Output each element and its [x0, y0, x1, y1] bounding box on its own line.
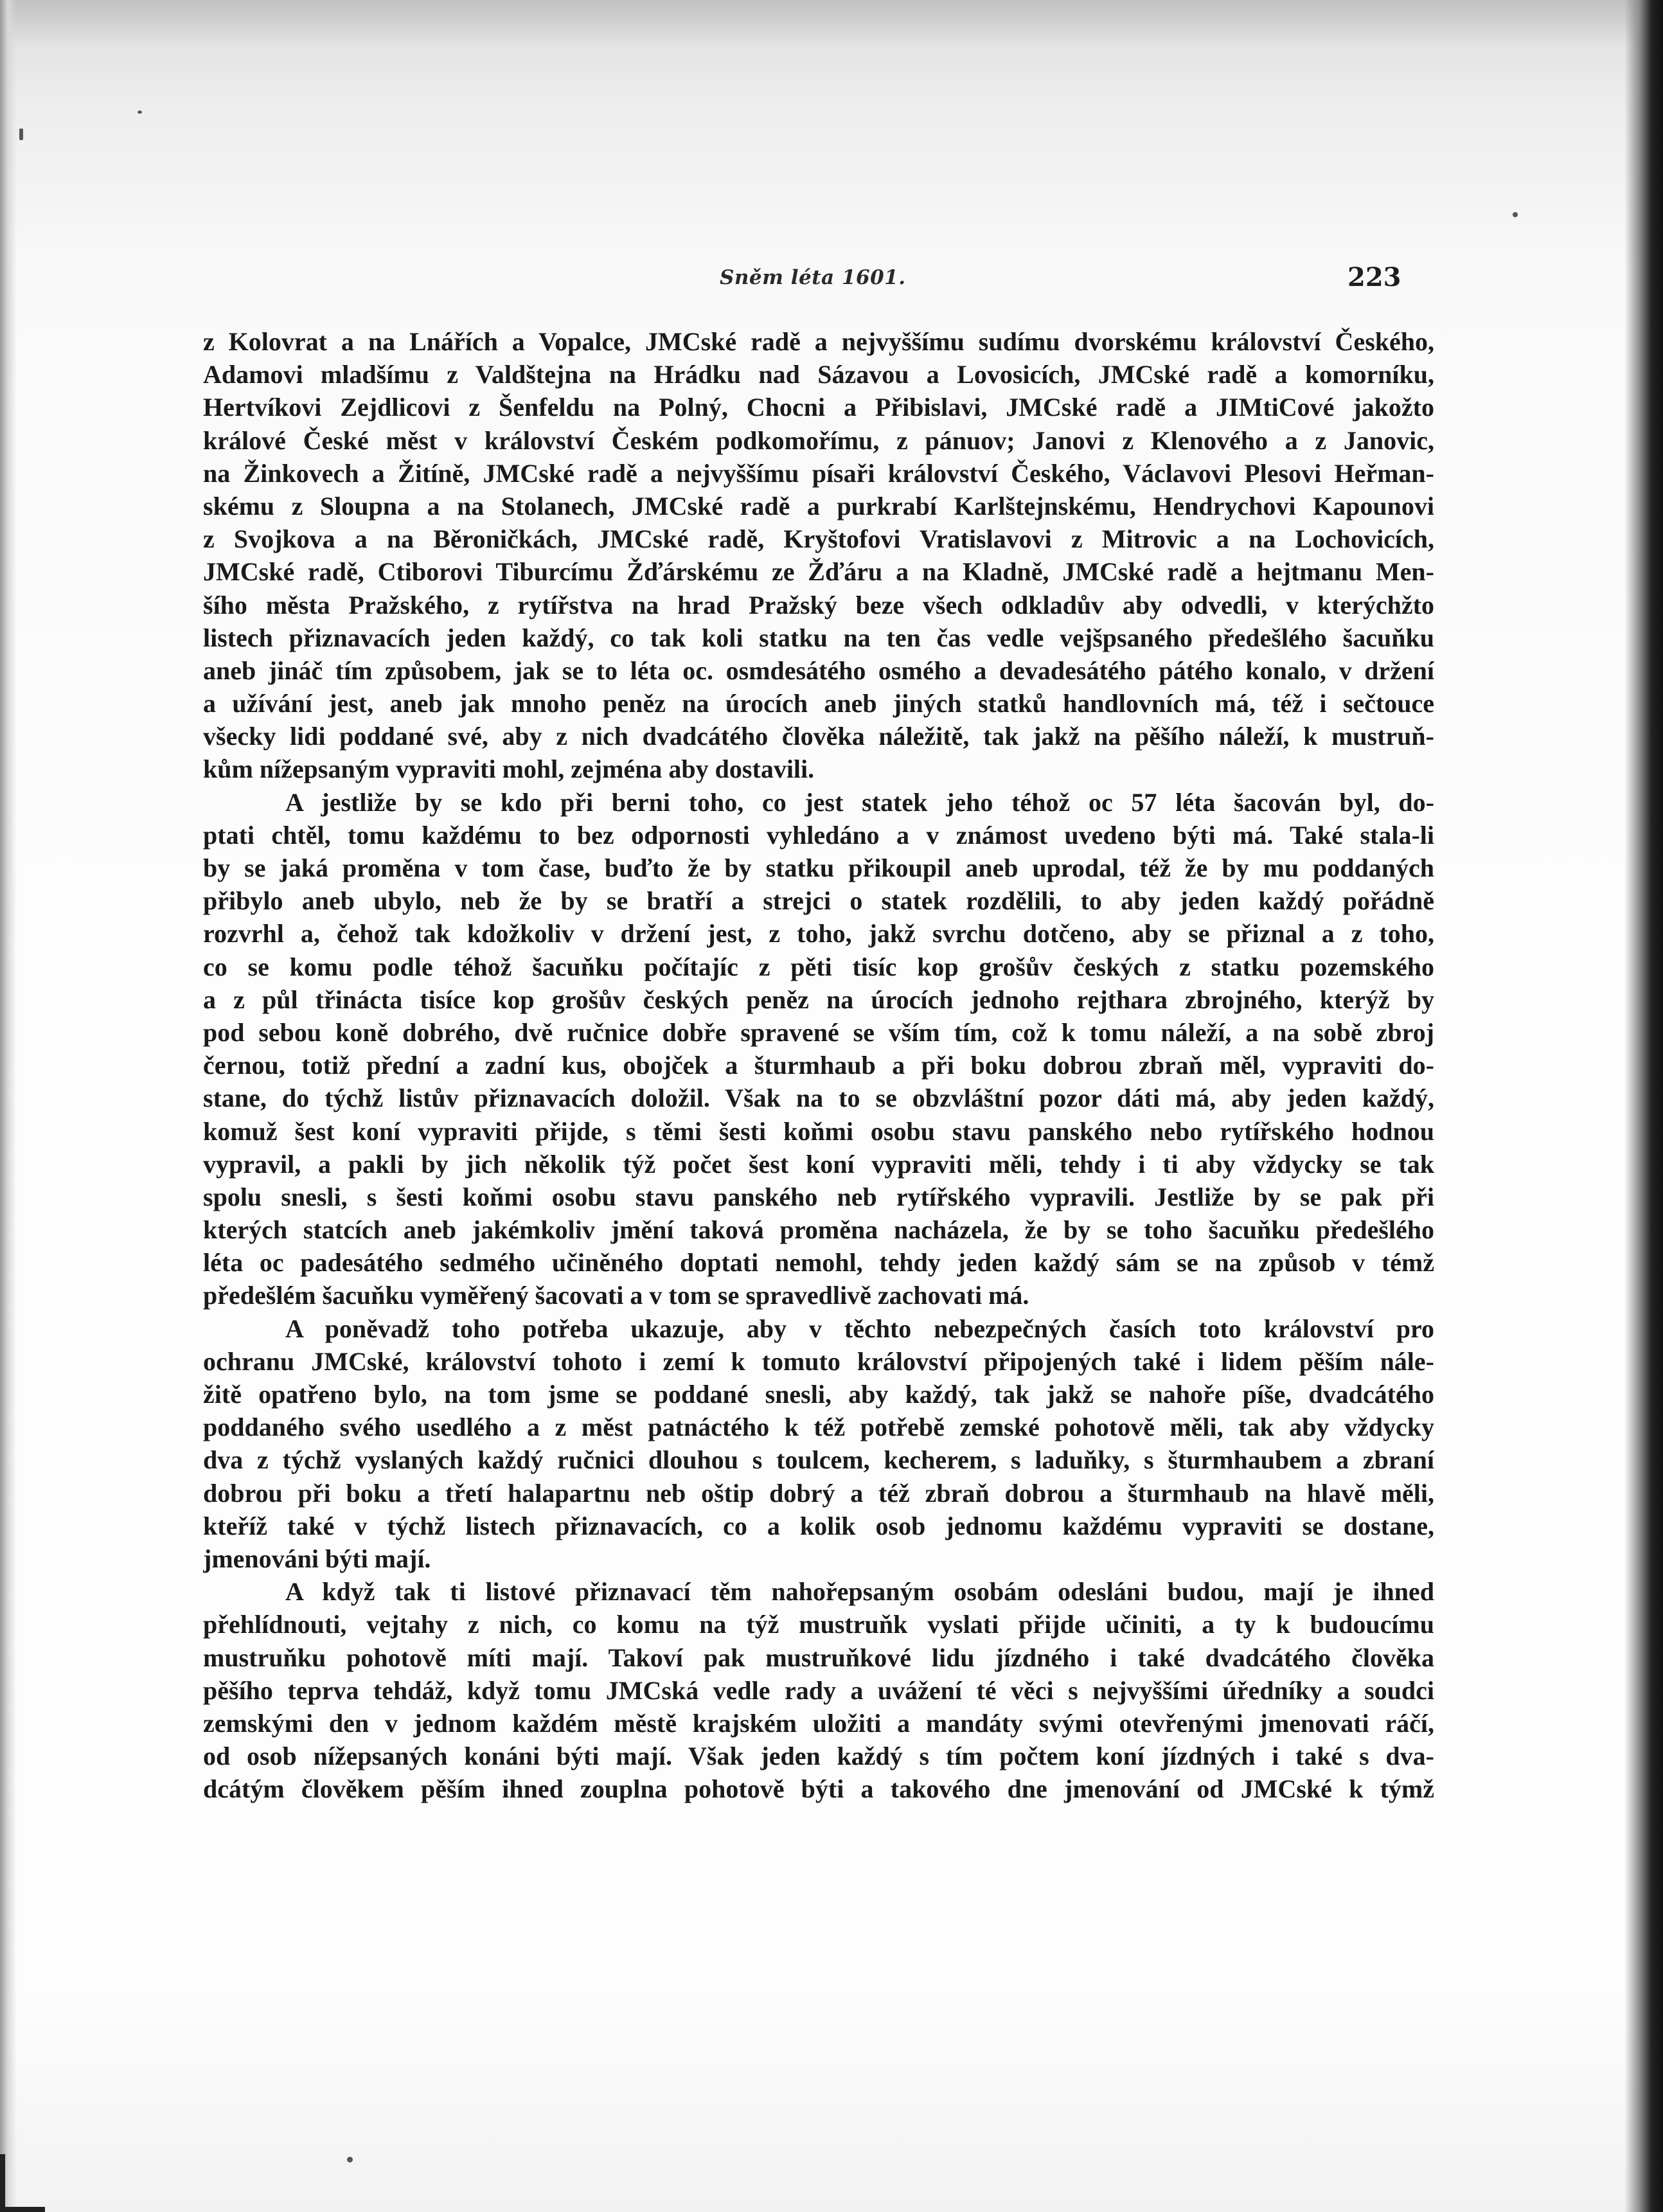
text-line: z Kolovrat a na Lnářích a Vopalce, JMCské radě a nejvyššímu sudímu dvorskému království Českého, [203, 327, 1434, 356]
scan-corner-mark [0, 2207, 45, 2212]
text-line: od osob nížepsaných konáni býti mají. Však jeden každý s tím počtem koní jízdných i také s dva- [203, 1742, 1434, 1771]
page-number: 223 [1347, 262, 1401, 292]
text-line: dobrou při boku a třetí halapartnu neb oštip dobrý a též zbraň dobrou a šturmhaub na hlavě měli, [203, 1478, 1434, 1508]
text-line: přibylo aneb ubylo, neb že by se bratří a strejci o statek rozdělili, to aby jeden každý pořádně [203, 886, 1434, 916]
text-line: jmenováni býti mají. [203, 1544, 431, 1573]
text-line: A jestliže by se kdo při berni toho, co jest statek jeho téhož oc 57 léta šacován byl, do- [285, 787, 1434, 817]
text-line: komuž šest koní vypraviti přijde, s těmi šesti koňmi osobu stavu panského nebo rytířského hodnou [203, 1116, 1434, 1146]
page-top-shadow [0, 0, 1663, 45]
text-line: a užívání jest, aneb jak mnoho peněz na úrocích aneb jiných statků handlovních má, též i sečtouce [203, 689, 1434, 718]
text-line: z Svojkova a na Běroničkách, JMCské radě, Kryštofovi Vratislavovi z Mitrovic a na Lochovicích, [203, 524, 1434, 554]
text-line: pod sebou koně dobrého, dvě ručnice dobře spravené se vším tím, což k tomu náleží, a na sobě zbroj [203, 1017, 1434, 1047]
text-line: dva z týchž vyslaných každý ručnici dlouhou s toulcem, kecherem, s laduňky, s šturmhaubem a zbraní [203, 1445, 1434, 1475]
text-line: spolu snesli, s šesti koňmi osobu stavu panského neb rytířského vypravili. Jestliže by se pak při [203, 1182, 1434, 1211]
text-line: přehlídnouti, vejtahy z nich, co komu na týž mustruňk vyslati přijde učiniti, a ty k budoucímu [203, 1610, 1434, 1639]
body-text [203, 325, 1434, 1805]
text-line: všecky lidi poddané své, aby z nich dvadcátého člověka náležitě, tak jakž na pěšího náleží, k mustruň- [203, 722, 1434, 751]
text-line: králové České měst v království Českém podkomořímu, z pánuov; Janovi z Klenového a z Janovic, [203, 425, 1434, 455]
dust-speck [1513, 212, 1518, 217]
text-line: zemskými den v jednom každém městě krajském uložiti a mandáty svými otevřenými jmenovati ráčí, [203, 1708, 1434, 1738]
text-line: JMCské radě, Ctiborovi Tiburcímu Žďárskému ze Žďáru a na Kladně, JMCské radě a hejtmanu Men- [203, 557, 1434, 587]
dust-speck [347, 2157, 353, 2163]
text-line: kteříž také v týchž listech přiznavacích, co a kolik osob jednomu každému vypraviti se dostane, [203, 1511, 1434, 1540]
text-line: kům nížepsaným vypraviti mohl, zejména aby dostavili. [203, 754, 815, 784]
dust-speck [138, 111, 142, 114]
text-line: by se jaká proměna v tom čase, buďto že by statku přikoupil aneb uprodal, též že by mu poddaných [203, 853, 1434, 882]
text-line: A poněvadž toho potřeba ukazuje, aby v těchto nebezpečných časích toto království pro [285, 1314, 1434, 1343]
text-line: poddaného svého usedlého a z měst patnáctého k též potřebě zemské pohotově měli, tak aby vždycky [203, 1413, 1434, 1442]
text-line: černou, totiž přední a zadní kus, obojček a šturmhaub a při boku dobrou zbraň měl, vypraviti do- [203, 1051, 1434, 1080]
text-line: vypravil, a pakli by jich několik týž počet šest koní vypraviti měli, tehdy i ti aby vždycky se tak [203, 1149, 1434, 1179]
text-line: pěšího teprva tehdáž, když tomu JMCská vedle rady a uvážení té věci s nejvyššími úředníky a soudci [203, 1675, 1434, 1705]
text-line: mustruňku pohotově míti mají. Takoví pak mustruňkové lidu jízdného i také dvadcátého člověka [203, 1643, 1434, 1672]
text-line: na Žinkovech a Žitíně, JMCské radě a nejvyššímu písaři království Českého, Václavovi Plesovi Heřman- [203, 458, 1434, 488]
dust-speck [19, 129, 23, 140]
page-right-edge-shadow [1624, 0, 1663, 2212]
text-line: A když tak ti listové přiznavací těm nahořepsaným osobám odesláni budou, mají je ihned [285, 1577, 1434, 1607]
text-line: předešlém šacuňku vyměřený šacovati a v tom se spravedlivě zachovati má. [203, 1281, 1029, 1310]
text-line: dcátým člověkem pěším ihned zouplna pohotově býti a takového dne jmenování od JMCské k týmž [203, 1774, 1434, 1804]
scan-corner-mark [0, 2154, 5, 2212]
text-line: skému z Sloupna a na Stolanech, JMCské radě a purkrabí Karlštejnskému, Hendrychovi Kapounovi [203, 491, 1434, 521]
text-line: stane, do týchž listův přiznavacích doložil. Však na to se obzvláštní pozor dáti má, aby jeden každý, [203, 1084, 1434, 1113]
text-line: žitě opatřeno bylo, na tom jsme se poddané snesli, aby každý, tak jakž se nahoře píše, dvadcátého [203, 1380, 1434, 1409]
running-title: Sněm léta 1601. [720, 266, 906, 289]
text-line: Hertvíkovi Zejdlicovi z Šenfeldu na Polný, Chocni a Přibislavi, JMCské radě a JIMtiCové jakožto [203, 393, 1434, 422]
text-line: listech přiznavacích jeden každý, co tak koli statku na ten čas vedle vejšpsaného předešlého šacuňku [203, 623, 1434, 652]
text-line: kterých statcích aneb jakémkoliv jmění taková proměna nacházela, že by se toho šacuňku předešlého [203, 1215, 1434, 1245]
text-line: Adamovi mladšímu z Valdštejna na Hrádku nad Sázavou a Lovosicích, JMCské radě a komorníku, [203, 360, 1434, 389]
text-line: ochranu JMCské, království tohoto i zemí k tomuto království připojených také i lidem pěším nále- [203, 1346, 1434, 1376]
text-line: a z půl třinácta tisíce kop grošův českých peněz na úrocích jednoho rejthara zbrojného, kterýž by [203, 985, 1434, 1014]
text-line: léta oc padesátého sedmého učiněného doptati nemohl, tehdy jeden každý sám se na způsob v témž [203, 1248, 1434, 1278]
text-line: aneb jináč tím způsobem, jak se to léta oc. osmdesátého osmého a devadesátého pátého konalo, v držení [203, 656, 1434, 685]
page-left-edge-shadow [0, 0, 17, 2212]
text-line: rozvrhl a, čehož tak kdožkoliv v držení jest, z toho, jakž svrchu dotčeno, aby se přiznal a z toho, [203, 919, 1434, 949]
text-line: ptati chtěl, tomu každému to bez odpornosti vyhledáno a v známost uvedeno býti má. Také stala-li [203, 820, 1434, 850]
text-line: šího města Pražského, z rytířstva na hrad Pražský beze všech odkladův aby odvedli, v kterýchžto [203, 590, 1434, 620]
text-line: co se komu podle téhož šacuňku počítajíc z pěti tisíc kop grošův českých z statku pozemského [203, 952, 1434, 981]
